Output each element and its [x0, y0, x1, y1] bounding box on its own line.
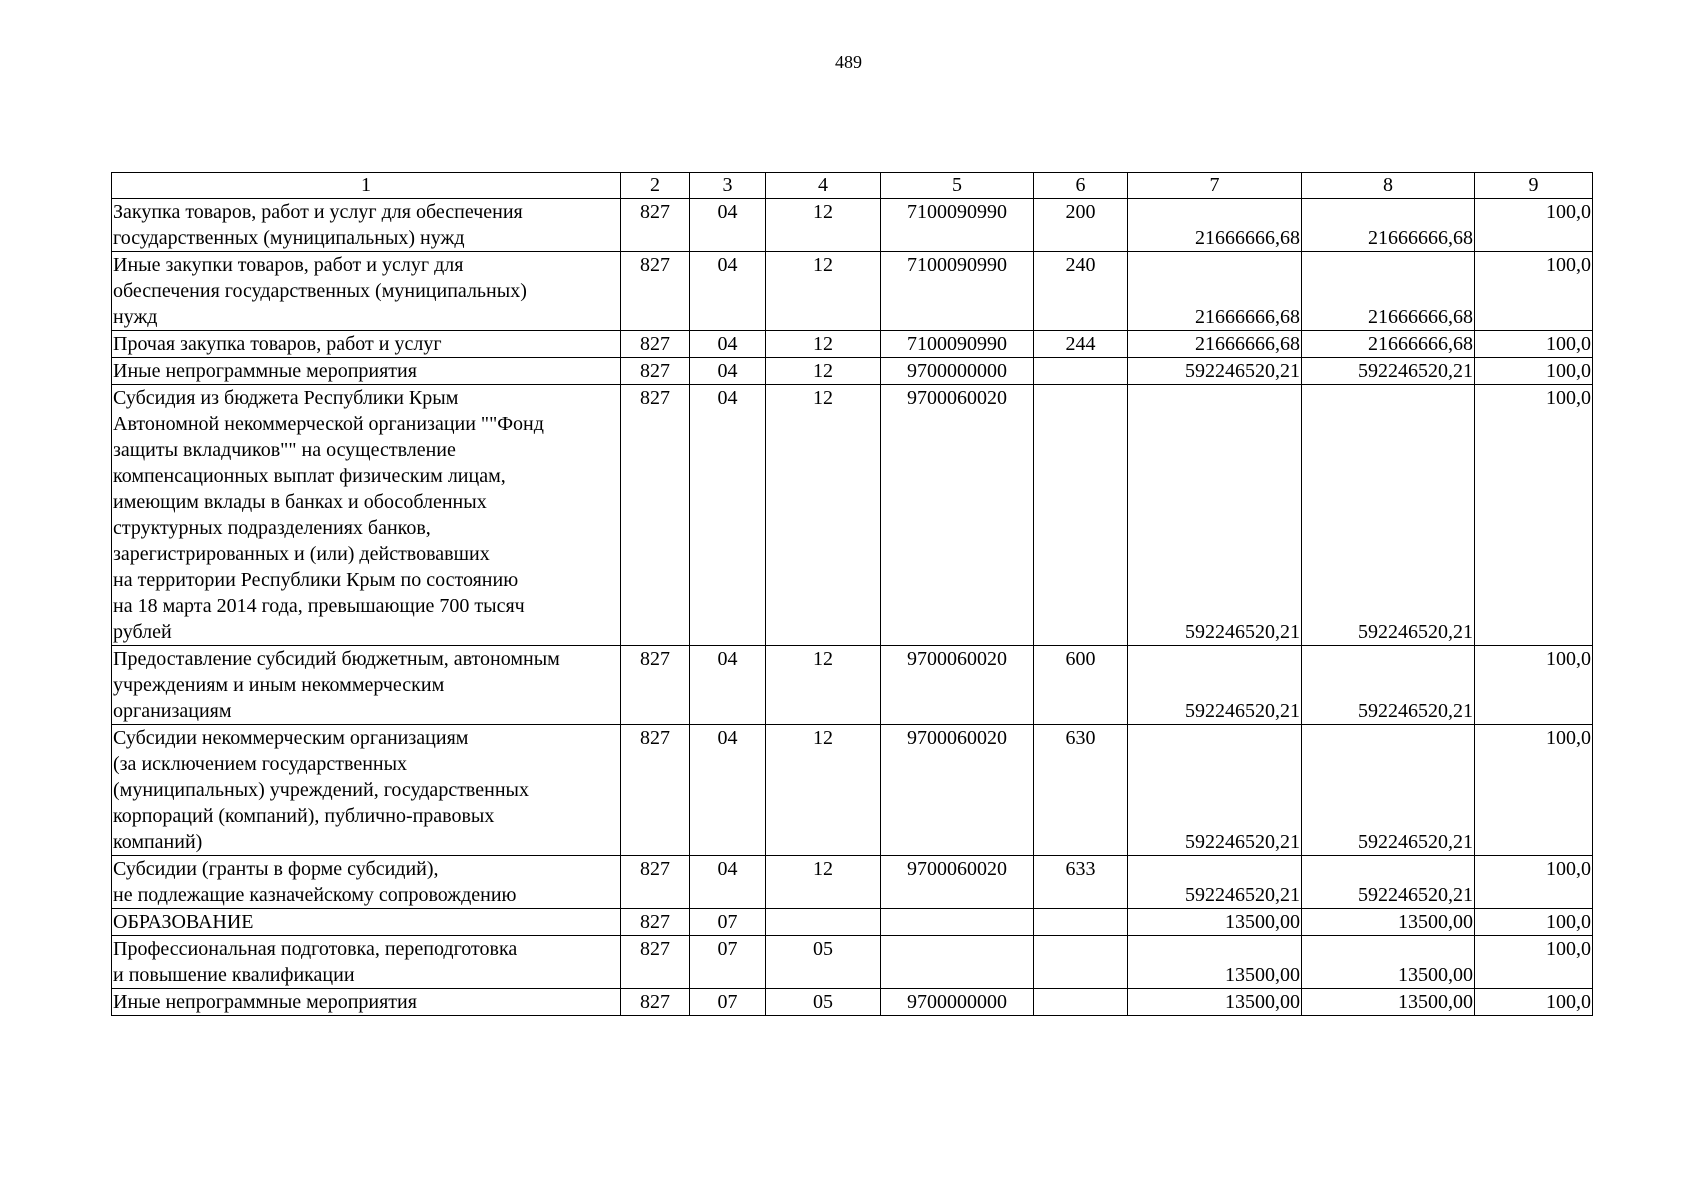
- table-row: [112, 331, 1593, 358]
- executed-amount-cell: 13500,00: [1302, 989, 1475, 1016]
- expense-type-cell: 633: [1034, 856, 1128, 909]
- target-article-cell: 9700000000: [881, 358, 1034, 385]
- table-row: [112, 199, 1593, 252]
- percent-cell: 100,0: [1475, 385, 1593, 646]
- percent-cell: 100,0: [1475, 909, 1593, 936]
- item-name-cell: ОБРАЗОВАНИЕ: [112, 909, 621, 936]
- ministry-code-cell: 827: [621, 936, 690, 989]
- section-code-cell: 04: [690, 252, 766, 331]
- target-article-cell: 7100090990: [881, 331, 1034, 358]
- expense-type-cell: 240: [1034, 252, 1128, 331]
- target-article-cell: 9700060020: [881, 725, 1034, 856]
- subsection-code-cell: 05: [766, 989, 881, 1016]
- section-code-cell: 04: [690, 725, 766, 856]
- item-name-cell: Иные закупки товаров, работ и услуг для обеспечения государственных (муниципальных) нужд: [112, 252, 621, 331]
- expense-type-cell: 244: [1034, 331, 1128, 358]
- target-article-cell: [881, 936, 1034, 989]
- planned-amount-cell: 592246520,21: [1128, 358, 1302, 385]
- expense-type-cell: [1034, 358, 1128, 385]
- executed-amount-cell: 592246520,21: [1302, 646, 1475, 725]
- section-code-cell: 07: [690, 989, 766, 1016]
- subsection-code-cell: 12: [766, 385, 881, 646]
- ministry-code-cell: 827: [621, 252, 690, 331]
- percent-cell: 100,0: [1475, 331, 1593, 358]
- planned-amount-cell: 13500,00: [1128, 909, 1302, 936]
- table-row: [112, 358, 1593, 385]
- executed-amount-cell: 592246520,21: [1302, 385, 1475, 646]
- percent-cell: 100,0: [1475, 856, 1593, 909]
- ministry-code-cell: 827: [621, 989, 690, 1016]
- expense-type-cell: [1034, 936, 1128, 989]
- ministry-code-cell: 827: [621, 385, 690, 646]
- subsection-code-cell: 12: [766, 856, 881, 909]
- budget-table: [111, 172, 1593, 1016]
- col-header: 5: [881, 173, 1034, 199]
- table-row: [112, 989, 1593, 1016]
- table-row: [112, 725, 1593, 856]
- expense-type-cell: [1034, 989, 1128, 1016]
- section-code-cell: 04: [690, 199, 766, 252]
- item-name-cell: Субсидии некоммерческим организациям (за исключением государственных (муниципальных) учреждений, государственных корпораций (компаний), публично-правовых компаний): [112, 725, 621, 856]
- section-code-cell: 04: [690, 646, 766, 725]
- subsection-code-cell: 12: [766, 646, 881, 725]
- item-name-cell: Прочая закупка товаров, работ и услуг: [112, 331, 621, 358]
- subsection-code-cell: 05: [766, 936, 881, 989]
- percent-cell: 100,0: [1475, 936, 1593, 989]
- item-name-cell: Предоставление субсидий бюджетным, автономным учреждениям и иным некоммерческим организациям: [112, 646, 621, 725]
- header-row: [112, 173, 1593, 199]
- planned-amount-cell: 21666666,68: [1128, 252, 1302, 331]
- section-code-cell: 04: [690, 358, 766, 385]
- col-header: 8: [1302, 173, 1475, 199]
- ministry-code-cell: 827: [621, 331, 690, 358]
- col-header: 9: [1475, 173, 1593, 199]
- col-header: 1: [112, 173, 621, 199]
- planned-amount-cell: 21666666,68: [1128, 331, 1302, 358]
- executed-amount-cell: 13500,00: [1302, 909, 1475, 936]
- table-row: [112, 646, 1593, 725]
- planned-amount-cell: 592246520,21: [1128, 646, 1302, 725]
- planned-amount-cell: 13500,00: [1128, 936, 1302, 989]
- expense-type-cell: [1034, 909, 1128, 936]
- percent-cell: 100,0: [1475, 646, 1593, 725]
- executed-amount-cell: 21666666,68: [1302, 199, 1475, 252]
- page-number: 489: [835, 52, 862, 72]
- executed-amount-cell: 13500,00: [1302, 936, 1475, 989]
- table-row: [112, 856, 1593, 909]
- target-article-cell: 7100090990: [881, 252, 1034, 331]
- table-row: [112, 385, 1593, 646]
- col-header: 3: [690, 173, 766, 199]
- item-name-cell: Иные непрограммные мероприятия: [112, 358, 621, 385]
- expense-type-cell: 630: [1034, 725, 1128, 856]
- item-name-cell: Иные непрограммные мероприятия: [112, 989, 621, 1016]
- table-row: [112, 936, 1593, 989]
- percent-cell: 100,0: [1475, 989, 1593, 1016]
- target-article-cell: 7100090990: [881, 199, 1034, 252]
- ministry-code-cell: 827: [621, 199, 690, 252]
- subsection-code-cell: 12: [766, 725, 881, 856]
- col-header: 7: [1128, 173, 1302, 199]
- ministry-code-cell: 827: [621, 856, 690, 909]
- executed-amount-cell: 21666666,68: [1302, 252, 1475, 331]
- target-article-cell: 9700060020: [881, 646, 1034, 725]
- subsection-code-cell: 12: [766, 252, 881, 331]
- executed-amount-cell: 592246520,21: [1302, 725, 1475, 856]
- item-name-cell: Субсидии (гранты в форме субсидий), не подлежащие казначейскому сопровождению: [112, 856, 621, 909]
- ministry-code-cell: 827: [621, 725, 690, 856]
- expense-type-cell: 200: [1034, 199, 1128, 252]
- percent-cell: 100,0: [1475, 358, 1593, 385]
- col-header: 2: [621, 173, 690, 199]
- subsection-code-cell: 12: [766, 358, 881, 385]
- percent-cell: 100,0: [1475, 199, 1593, 252]
- executed-amount-cell: 592246520,21: [1302, 856, 1475, 909]
- target-article-cell: 9700000000: [881, 989, 1034, 1016]
- percent-cell: 100,0: [1475, 725, 1593, 856]
- section-code-cell: 07: [690, 936, 766, 989]
- subsection-code-cell: 12: [766, 331, 881, 358]
- target-article-cell: 9700060020: [881, 385, 1034, 646]
- planned-amount-cell: 21666666,68: [1128, 199, 1302, 252]
- section-code-cell: 04: [690, 385, 766, 646]
- ministry-code-cell: 827: [621, 646, 690, 725]
- planned-amount-cell: 592246520,21: [1128, 856, 1302, 909]
- col-header: 6: [1034, 173, 1128, 199]
- planned-amount-cell: 13500,00: [1128, 989, 1302, 1016]
- table-row: [112, 909, 1593, 936]
- planned-amount-cell: 592246520,21: [1128, 725, 1302, 856]
- expense-type-cell: 600: [1034, 646, 1128, 725]
- table-row: [112, 252, 1593, 331]
- executed-amount-cell: 21666666,68: [1302, 331, 1475, 358]
- item-name-cell: Закупка товаров, работ и услуг для обеспечения государственных (муниципальных) нужд: [112, 199, 621, 252]
- section-code-cell: 07: [690, 909, 766, 936]
- section-code-cell: 04: [690, 331, 766, 358]
- item-name-cell: Субсидия из бюджета Республики Крым Автономной некоммерческой организации ""Фонд защиты вкладчиков"" на осуществление компенсационных выплат физическим лицам, имеющим вклады в банках и обособленных структурных подразделениях банков, зарегистрированных и (или) действовавших на территории Республики Крым по состоянию на 18 марта 2014 года, превышающие 700 тысяч рублей: [112, 385, 621, 646]
- subsection-code-cell: [766, 909, 881, 936]
- subsection-code-cell: 12: [766, 199, 881, 252]
- percent-cell: 100,0: [1475, 252, 1593, 331]
- item-name-cell: Профессиональная подготовка, переподготовка и повышение квалификации: [112, 936, 621, 989]
- section-code-cell: 04: [690, 856, 766, 909]
- ministry-code-cell: 827: [621, 909, 690, 936]
- executed-amount-cell: 592246520,21: [1302, 358, 1475, 385]
- target-article-cell: [881, 909, 1034, 936]
- planned-amount-cell: 592246520,21: [1128, 385, 1302, 646]
- target-article-cell: 9700060020: [881, 856, 1034, 909]
- col-header: 4: [766, 173, 881, 199]
- expense-type-cell: [1034, 385, 1128, 646]
- ministry-code-cell: 827: [621, 358, 690, 385]
